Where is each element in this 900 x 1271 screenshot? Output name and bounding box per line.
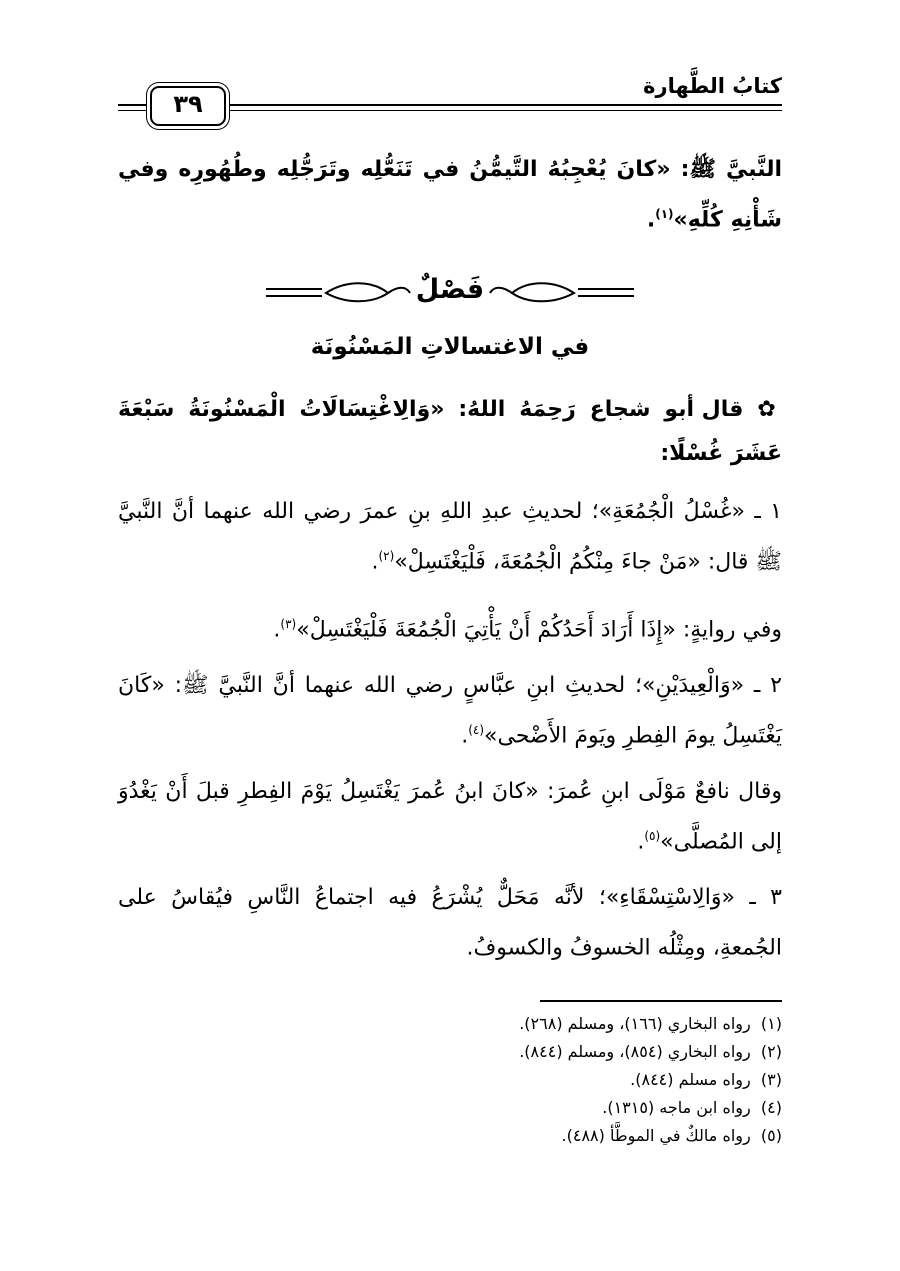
- matn-text: قال أبو شجاع رَحِمَهُ اللهُ: «وَالِاغْتِسَالَاتُ الْمَسْنُونَةُ سَبْعَةَ عَشَرَ غُسْلًا:: [118, 397, 782, 466]
- item-text: ٣ ـ «وَالِاسْتِسْقَاءِ»؛ لأنَّه مَحَلٌّ يُشْرَعُ فيه اجتماعُ النَّاسِ فيُقاسُ على الجُمعةِ، ومِثْلُه الخسوفُ والكسوفُ.: [118, 885, 782, 961]
- footnote-item: [519, 1038, 782, 1066]
- footnote-item: [519, 1066, 782, 1094]
- flower-icon: ✿: [743, 397, 783, 422]
- section-subtitle: في الاغتسالاتِ المَسْنُونَة: [310, 334, 590, 360]
- intro-end: .: [646, 207, 656, 233]
- footnotes: [519, 1010, 782, 1150]
- footnote-ref: (٥): [644, 829, 661, 843]
- item-end: .: [371, 549, 379, 575]
- item-end: .: [461, 723, 469, 749]
- footnote-item: [519, 1010, 782, 1038]
- item-paragraph: [118, 602, 782, 652]
- item-text: ٢ ـ «وَالْعِيدَيْنِ»؛ لحديثِ ابنِ عبَّاسٍ رضي الله عنهما أنَّ النَّبيَّ ﷺ: «كَانَ يَغْتَسِلُ يومَ الفِطرِ ويَومَ الأَضْحى»: [118, 673, 782, 749]
- footnote-number: (٣): [760, 1070, 782, 1089]
- item-text: وفي روايةٍ: «إِذَا أَرَادَ أَحَدُكُمْ أَنْ يَأْتِيَ الْجُمُعَةَ فَلْيَغْتَسِلْ»: [296, 617, 782, 643]
- section-ornament: [260, 272, 640, 316]
- intro-paragraph: [118, 148, 782, 242]
- item-paragraph: [118, 664, 782, 758]
- item-paragraph: [118, 770, 782, 864]
- footnote-text: رواه البخاري (٨٥٤)، ومسلم (٨٤٤).: [519, 1042, 751, 1061]
- footnote-ref: (٢): [378, 549, 395, 563]
- footnote-text: رواه ابن ماجه (١٣١٥).: [602, 1098, 751, 1117]
- item-paragraph: [118, 876, 782, 970]
- footnote-text: رواه مالكٌ في الموطَّأ (٤٨٨).: [561, 1126, 751, 1145]
- page-number: ٣٩: [173, 90, 203, 118]
- footnote-text: رواه البخاري (١٦٦)، ومسلم (٢٦٨).: [519, 1014, 751, 1033]
- matn-paragraph: [118, 388, 782, 476]
- item-end: .: [273, 617, 281, 643]
- footnote-number: (٢): [760, 1042, 782, 1061]
- item-end: .: [637, 829, 645, 855]
- item-text: ١ ـ «غُسْلُ الْجُمُعَةِ»؛ لحديثِ عبدِ اللهِ بنِ عمرَ رضي الله عنهما أنَّ النَّبيَّ ﷺ قال: «مَنْ جاءَ مِنْكُمُ الْجُمُعَةَ، فَلْيَغْتَسِلْ»: [118, 499, 782, 575]
- footnote-item: [519, 1122, 782, 1150]
- footnote-number: (٥): [760, 1126, 782, 1145]
- footnote-number: (١): [760, 1014, 782, 1033]
- footnote-ref: (٣): [280, 617, 297, 631]
- footnote-ref: (٤): [468, 723, 485, 737]
- footnote-text: رواه مسلم (٨٤٤).: [630, 1070, 751, 1089]
- footnote-item: [519, 1094, 782, 1122]
- item-paragraph: [118, 490, 782, 584]
- page-number-box: [150, 86, 226, 126]
- footnote-number: (٤): [760, 1098, 782, 1117]
- footnote-ref: (١): [655, 207, 674, 221]
- section-heading: فَصْلٌ: [415, 274, 485, 305]
- item-text: وقال نافعٌ مَوْلَى ابنِ عُمرَ: «كانَ ابنُ عُمرَ يَغْتَسِلُ يَوْمَ الفِطرِ قبلَ أَنْ يَغْدُوَ إلى المُصلَّى»: [118, 779, 782, 855]
- running-header-title: كتابُ الطَّهارة: [643, 74, 782, 98]
- footnote-separator: [540, 1000, 782, 1002]
- intro-text: النَّبيَّ ﷺ: «كانَ يُعْجِبُهُ التَّيمُّنُ في تَنَعُّلِه وتَرَجُّلِه وطُهُورِه وفي شَأْنِهِ كُلِّهِ»: [118, 157, 782, 233]
